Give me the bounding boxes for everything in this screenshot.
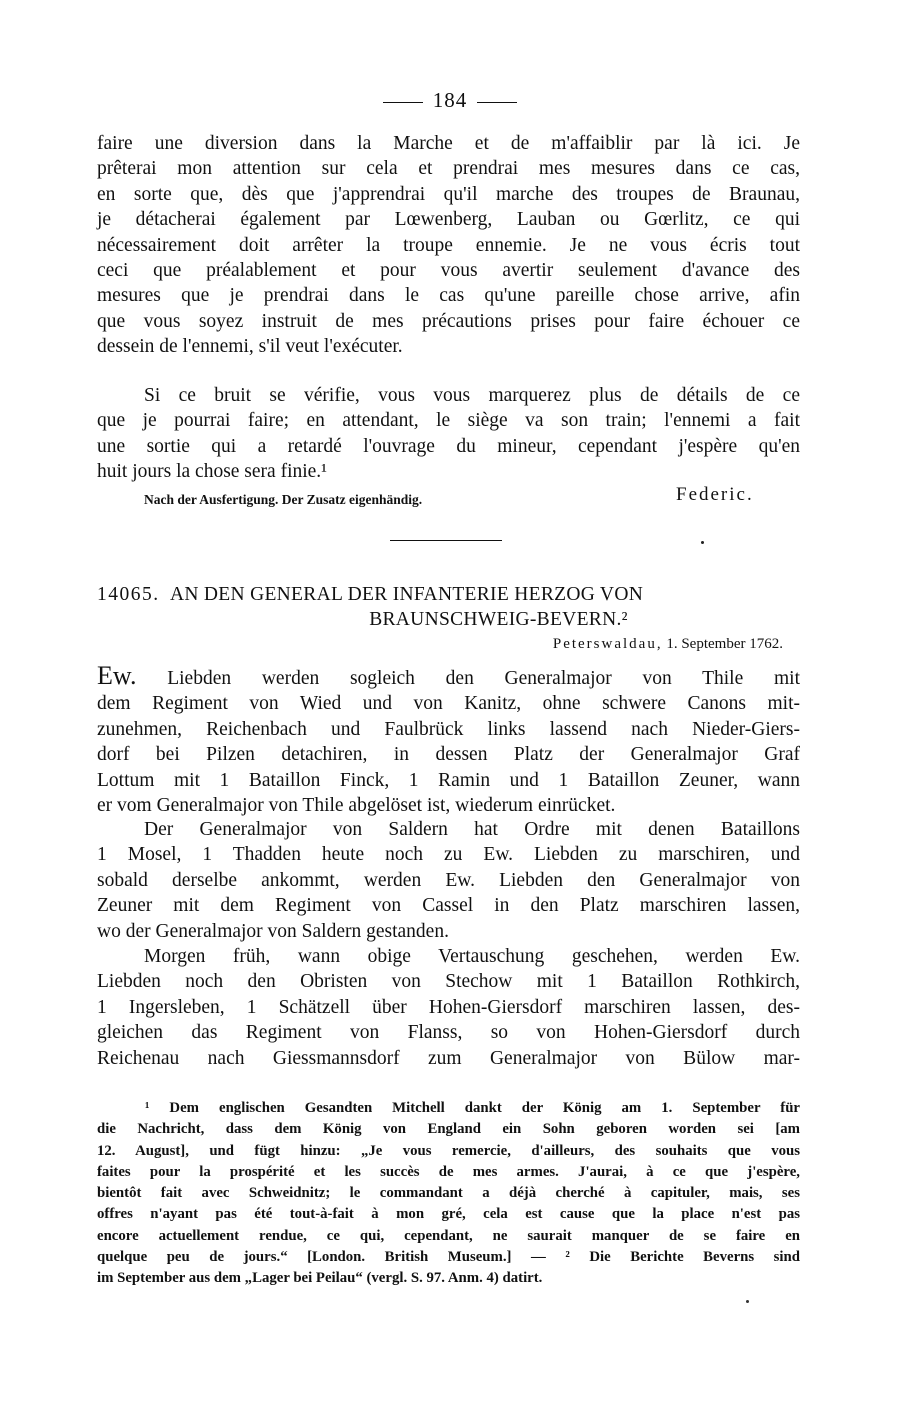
footnotes <box>97 1098 800 1290</box>
stray-mark <box>701 541 704 544</box>
dateline <box>470 636 783 653</box>
footnote-line: offres n'ayant pas été tout-à-fait à mon gré, cela est cause que la place n'est pas <box>97 1206 800 1223</box>
text-line: dessein de l'ennemi, s'il veut l'exécuter. <box>97 336 403 358</box>
footnote-line: im September aus dem „Lager bei Peilau“ (vergl. S. 97. Anm. 4) datirt. <box>97 1270 543 1287</box>
text-line: Morgen früh, wann obige Vertauschung geschehen, werden Ew. <box>144 946 800 967</box>
text-line: dorf bei Pilzen detachiren, in dessen Platz der Generalmajor Graf <box>97 744 800 766</box>
text-line: ceci que préalablement et pour vous avertir seulement d'avance des <box>97 260 800 282</box>
section-divider <box>390 540 502 541</box>
text-line: mesures que je prendrai dans le cas qu'une pareille chose arrive, afin <box>97 285 800 307</box>
text-line: zunehmen, Reichenbach und Faulbrück links lassend nach Nieder-Giers- <box>97 718 800 740</box>
signature: Federic. <box>676 484 754 505</box>
paragraph-letter-2 <box>97 817 800 944</box>
footnote-line: die Nachricht, dass dem König von England ein Sohn geboren worden sei [am <box>97 1121 800 1138</box>
footnote-line: encore actuellement rendue, ce qui, cependant, ne saurait manquer de se faire en <box>97 1227 800 1244</box>
initial-word: Ew. <box>97 661 137 690</box>
text-line: Si ce bruit se vérifie, vous vous marquerez plus de détails de ce <box>144 385 800 406</box>
text-line: une sortie qui a retardé l'ouvrage du mineur, cependant j'espère qu'en <box>97 435 800 457</box>
paragraph-letter-1 <box>97 663 800 818</box>
page-number-dash-left <box>383 102 423 103</box>
page-number-dash-right <box>477 102 517 103</box>
stray-mark <box>746 1300 749 1303</box>
text-line: huit jours la chose sera finie.¹ <box>97 461 328 483</box>
footnote-line: faites pour la prospérité et les succès de mes armes. J'aurai, à ce que j'espère, <box>97 1163 800 1180</box>
text-line: Der Generalmajor von Saldern hat Ordre mit denen Bataillons <box>144 819 800 840</box>
footnote-line: 12. August], und fügt hinzu: „Je vous remercie, d'ailleurs, des souhaits que vous <box>97 1142 800 1159</box>
text-line: gleichen das Regiment von Flanss, so von Hohen-Giersdorf durch <box>97 1022 800 1044</box>
letter-number: 14065. <box>97 584 160 605</box>
text-line: sobald derselbe ankommt, werden Ew. Liebden den Generalmajor von <box>97 869 800 891</box>
date-text: 1. September 1762. <box>666 636 783 652</box>
heading-line-2: BRAUNSCHWEIG-BEVERN.² <box>369 609 628 630</box>
footnote-line: ¹ Dem englischen Gesandten Mitchell dankt der König am 1. September für <box>145 1100 800 1116</box>
heading-line-1 <box>97 582 800 607</box>
text-line <box>97 663 800 691</box>
letter-heading <box>97 582 800 632</box>
text-line: faire une diversion dans la Marche et de m'affaiblir par là ici. Je <box>97 133 800 154</box>
text-line: Reichenau nach Giessmannsdorf zum Generalmajor von Bülow mar- <box>97 1047 800 1069</box>
paragraph-letter-3 <box>97 944 800 1071</box>
text-line: 1 Ingersleben, 1 Schätzell über Hohen-Giersdorf marschiren lassen, des- <box>97 996 800 1018</box>
text-line: wo der Generalmajor von Saldern gestanden. <box>97 920 449 942</box>
footnote-line: quelque peu de jours.“ [London. British Museum.] — ² Die Berichte Beverns sind <box>97 1249 800 1266</box>
page-number-text: 184 <box>432 88 468 112</box>
page-number <box>0 88 900 113</box>
text-line: 1 Mosel, 1 Thadden heute noch zu Ew. Liebden zu marschiren, und <box>97 844 800 866</box>
footnote-line: bientôt fait avec Schweidnitz; le commandant a déjà cherché à capituler, mais, ses <box>97 1185 800 1202</box>
text-line: que vous soyez instruit de mes précautions prises pour faire échouer ce <box>97 310 800 332</box>
text-line: Lottum mit 1 Bataillon Finck, 1 Ramin und 1 Bataillon Zeuner, wann <box>97 769 800 791</box>
date-place: Peterswaldau, <box>552 636 663 652</box>
text-line: dem Regiment von Wied und von Kanitz, ohne schwere Canons mit- <box>97 693 800 715</box>
paragraph-postscript <box>97 383 800 485</box>
paragraph-continuation <box>97 131 800 360</box>
text-line: er vom Generalmajor von Thile abgelöset ist, wiederum einrücket. <box>97 795 616 817</box>
text-line: prêterai mon attention sur cela et prendrai mes mesures dans ce cas, <box>97 158 800 180</box>
text-line: Liebden noch den Obristen von Stechow mit 1 Bataillon Rothkirch, <box>97 971 800 993</box>
text-line: en sorte que, dès que j'apprendrai qu'il marche des troupes de Braunau, <box>97 183 800 205</box>
text-line-rest: Liebden werden sogleich den Generalmajor von Thile mit <box>136 668 800 689</box>
text-line: que je pourrai faire; en attendant, le siège va son train; l'ennemi a fait <box>97 410 800 432</box>
text-line: je détacherai également par Lœwenberg, Lauban ou Gœrlitz, ce qui <box>97 209 800 231</box>
heading-text-1: AN DEN GENERAL DER INFANTERIE HERZOG VON <box>169 584 644 605</box>
text-line: nécessairement doit arrêter la troupe ennemie. Je ne vous écris tout <box>97 234 800 256</box>
text-line: Zeuner mit dem Regiment von Cassel in den Platz marschiren lassen, <box>97 895 800 917</box>
source-note: Nach der Ausfertigung. Der Zusatz eigenhändig. <box>144 492 423 507</box>
